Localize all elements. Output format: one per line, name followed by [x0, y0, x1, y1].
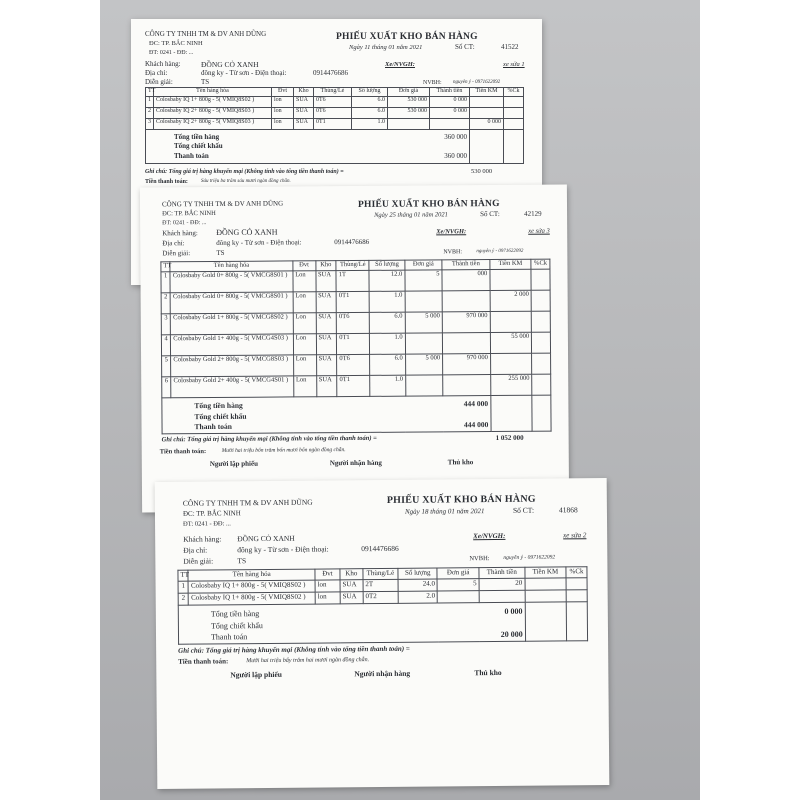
payment-value: 20 000: [500, 629, 523, 640]
company-address: ĐC: TP. BẮC NINH: [162, 209, 216, 218]
row-amount: 20: [479, 578, 525, 590]
col-amount: Thành tiền: [442, 260, 490, 270]
phone-value: 0914476686: [361, 543, 399, 554]
customer-label: Khách hàng:: [145, 60, 181, 68]
company-name: CÔNG TY TNHH TM & DV ANH DŨNG: [145, 30, 267, 38]
col-km: Tiền KM: [470, 88, 504, 97]
row-km: 55 000: [490, 332, 532, 353]
table-row: [161, 290, 550, 314]
total-goods-value: 0 000: [504, 606, 523, 616]
totals-block: [146, 130, 524, 164]
row-store: SUA: [294, 108, 314, 119]
row-ck: [532, 374, 551, 395]
row-case: 1T: [336, 270, 369, 291]
row-price: [438, 591, 480, 603]
col-amount: Thành tiền: [430, 88, 470, 97]
row-amount: [442, 291, 490, 312]
row-km: [470, 108, 504, 119]
row-ck: [566, 578, 587, 590]
company-name: CÔNG TY TNHH TM & DV ANH DŨNG: [182, 497, 313, 508]
row-amount: [430, 119, 470, 130]
col-store: Kho: [315, 261, 336, 271]
row-product: Colosbaby IQ 1+ 800g - 5( VMIQ8S02 ): [154, 97, 272, 108]
promo-note: Ghi chú: Tổng giá trị hàng khuyến mại (Không tính vào tổng tiền thanh toán) =: [161, 434, 377, 444]
voucher-number-label: Số CT:: [480, 209, 500, 219]
row-case: 2T: [363, 579, 398, 591]
document-title: PHIẾU XUẤT KHO BÁN HÀNG: [386, 493, 536, 506]
row-tt: 2: [178, 593, 188, 605]
total-goods-value: 360 000: [444, 133, 467, 141]
col-ck: %Ck: [566, 567, 587, 578]
row-unit: Lon: [293, 313, 316, 334]
invoice-slip-41868: [155, 478, 610, 789]
row-store: SUA: [340, 592, 363, 604]
table-row: [162, 374, 551, 398]
row-ck: [532, 332, 551, 353]
vehicle-label: Xe/NVGH:: [436, 228, 467, 236]
document-title: PHIẾU XUẤT KHO BÁN HÀNG: [336, 32, 478, 42]
row-case: 0T1: [337, 375, 370, 396]
row-product: Colosbaby Gold 0+ 800g - 5( VMCG8S01 ): [170, 271, 293, 293]
row-price: 530 000: [388, 97, 430, 108]
payment-label: Thanh toán: [210, 632, 248, 642]
items-table: [160, 259, 551, 435]
in-words-value: Mười hai triệu bẩy trăm hai mươi ngàn đồng chẵn.: [246, 657, 370, 665]
row-amount: [479, 590, 525, 602]
row-amount: [442, 333, 490, 354]
row-case: 0T1: [336, 291, 369, 312]
nvbh-value: nguyên ý - 0971622092: [476, 248, 524, 255]
col-unit: Đvt: [272, 88, 294, 97]
note-label: Diễn giải:: [162, 249, 191, 258]
total-goods-label: Tổng tiền hàng: [210, 609, 260, 619]
row-qty: 12.0: [369, 270, 404, 291]
total-discount-label: Tổng chiết khấu: [174, 142, 223, 151]
row-case: 0T6: [337, 312, 370, 333]
row-qty: 6.0: [370, 312, 405, 333]
row-tt: 2: [146, 108, 154, 119]
row-price: [388, 119, 430, 130]
row-case: 0T1: [337, 333, 370, 354]
row-tt: 3: [161, 314, 170, 335]
signature-keeper: Thủ kho: [474, 667, 502, 678]
note-label: Diễn giải:: [183, 556, 214, 566]
promo-value: 530 000: [471, 168, 493, 175]
document-title: PHIẾU XUẤT KHO BÁN HÀNG: [357, 198, 500, 210]
row-store: SUA: [315, 271, 336, 292]
row-case: 0T6: [337, 354, 370, 375]
col-name: Tên hàng hóa: [170, 261, 292, 272]
note-label: Diễn giải:: [145, 78, 173, 86]
customer-name: ĐỒNG CỎ XANH: [216, 227, 278, 237]
row-km: [490, 353, 532, 374]
col-qty: Số lượng: [398, 568, 438, 579]
table-header-row: [146, 88, 524, 97]
row-ck: [531, 290, 550, 311]
note-value: TS: [216, 248, 225, 257]
row-unit: Lon: [293, 292, 316, 313]
row-product: Colosbaby IQ 2+ 800g - 5( VMIQ8S03 ): [154, 108, 272, 119]
row-tt: 1: [178, 581, 188, 593]
promo-note: Ghi chú: Tổng giá trị hàng khuyến mại (Không tính vào tổng tiền thanh toán) =: [145, 169, 344, 175]
table-row: [146, 108, 524, 119]
row-store: SUA: [316, 334, 337, 355]
row-qty: 1.0: [370, 291, 405, 312]
phone-value: 0914476686: [334, 237, 370, 247]
total-goods-label: Tổng tiền hàng: [174, 133, 220, 141]
customer-name: ĐỒNG CỎ XANH: [237, 533, 295, 544]
row-price: 5: [437, 579, 479, 591]
total-discount-label: Tổng chiết khấu: [210, 620, 263, 631]
row-amount: [443, 375, 491, 396]
nvbh-value: nguyên ý - 0971622092: [453, 80, 501, 85]
row-price: [405, 291, 442, 312]
table-row: [161, 332, 550, 356]
row-product: Colosbaby Gold 2+ 800g - 5( VMCG8S03 ): [171, 355, 294, 377]
address-value: đông ky - Từ sơn - Điện thoại:: [237, 544, 329, 555]
col-unit: Đvt: [293, 261, 316, 271]
payment-label: Thanh toán: [174, 151, 209, 160]
row-tt: 3: [146, 119, 154, 130]
row-qty: 24.0: [398, 579, 438, 591]
row-tt: 1: [161, 272, 170, 293]
row-ck: [531, 311, 550, 332]
col-km: Tiền KM: [490, 259, 532, 269]
row-unit: Lon: [293, 355, 316, 376]
row-unit: lon: [272, 119, 294, 130]
table-row: [146, 97, 524, 108]
col-tt: TT: [178, 570, 188, 581]
row-qty: 2.0: [398, 591, 438, 603]
row-ck: [504, 108, 524, 119]
in-words-label: Tiền thanh toán:: [178, 657, 229, 666]
phone-value: 0914476686: [313, 69, 348, 77]
voucher-number-label: Số CT:: [512, 505, 535, 515]
table-row: [162, 353, 551, 377]
customer-label: Khách hàng:: [183, 534, 222, 544]
signature-receiver: Người nhận hàng: [329, 458, 382, 468]
row-ck: [566, 590, 587, 602]
row-qty: 1.0: [370, 333, 405, 354]
row-unit: lon: [315, 580, 340, 592]
invoice-slip-42129: [140, 185, 569, 513]
row-unit: lon: [272, 108, 294, 119]
row-unit: lon: [315, 592, 340, 604]
row-store: SUA: [294, 119, 314, 130]
customer-label: Khách hàng:: [162, 229, 198, 238]
col-amount: Thành tiền: [479, 567, 525, 578]
row-store: SUA: [316, 292, 337, 313]
signature-receiver: Người nhận hàng: [354, 668, 411, 679]
col-store: Kho: [294, 88, 314, 97]
signature-creator: Người lập phiếu: [209, 459, 258, 469]
in-words-label: Tiền thanh toán:: [145, 179, 188, 185]
row-tt: 4: [161, 335, 170, 356]
address-label: Địa chỉ:: [145, 69, 168, 77]
row-case: 0T2: [363, 591, 398, 603]
col-case: Thùng/Lẻ: [363, 568, 398, 579]
row-ck: [504, 119, 524, 130]
row-km: 255 000: [490, 374, 532, 395]
row-unit: lon: [272, 97, 294, 108]
vehicle-label: Xe/NVGH:: [385, 61, 415, 68]
voucher-number: 41522: [501, 43, 519, 51]
row-price: [405, 375, 442, 396]
row-product: Colosbaby IQ 2+ 800g - 5( VMIQ8S03 ): [154, 119, 272, 130]
address-value: đông ky - Từ sơn - Điện thoại:: [216, 238, 302, 247]
row-qty: 6.0: [352, 108, 388, 119]
row-tt: 5: [162, 356, 171, 377]
voucher-number-label: Số CT:: [455, 43, 475, 51]
row-case: 0T1: [314, 119, 352, 130]
row-case: 0T6: [314, 97, 352, 108]
vehicle-value: xe sửa 3: [528, 227, 550, 235]
col-unit: Đvt: [315, 569, 340, 580]
in-words-value: Mười hai triệu bốn trăm bốn mươi bốn ngàn đồng chẵn.: [221, 447, 346, 454]
company-phone: ĐT: 0241 - ĐĐ: ...: [149, 50, 194, 56]
col-price: Đơn giá: [437, 568, 479, 579]
row-qty: 1.0: [370, 375, 405, 396]
nvbh-label: NVBH:: [423, 80, 442, 86]
row-unit: Lon: [293, 334, 316, 355]
vehicle-label: Xe/NVGH:: [473, 531, 506, 541]
in-words-label: Tiền thanh toán:: [159, 448, 207, 456]
row-store: SUA: [294, 97, 314, 108]
col-ck: %Ck: [531, 259, 550, 269]
col-case: Thùng/Lẻ: [336, 260, 369, 270]
document-date: Ngày 18 tháng 01 năm 2021: [404, 507, 485, 516]
signature-keeper: Thủ kho: [447, 458, 474, 467]
row-product: Colosbaby IQ 1+ 800g - 5( VMIQ8S02 ): [188, 580, 315, 593]
total-goods-value: 444 000: [463, 399, 489, 409]
row-product: Colosbaby Gold 1+ 400g - 5( VMCG4S03 ): [171, 334, 294, 356]
row-ck: [532, 353, 551, 374]
row-price: [405, 333, 442, 354]
totals-block: [178, 602, 587, 644]
row-ck: [531, 269, 550, 290]
vehicle-value: xe sửa 1: [503, 61, 525, 68]
row-km: 2 000: [490, 290, 532, 311]
row-tt: 1: [146, 97, 154, 108]
promo-value: 1 052 000: [495, 433, 524, 443]
promo-note: Ghi chú: Tổng giá trị hàng khuyến mại (Không tính vào tổng tiền thanh toán) =: [178, 644, 410, 655]
signature-creator: Người lập phiếu: [230, 669, 282, 680]
items-table: [145, 87, 524, 164]
total-goods-label: Tổng tiền hàng: [194, 400, 243, 411]
row-km: [525, 590, 567, 602]
document-date: Ngày 11 tháng 01 năm 2021: [349, 44, 423, 51]
row-km: [490, 311, 532, 332]
total-discount-label: Tổng chiết khấu: [194, 411, 247, 421]
vehicle-value: xe sửa 2: [563, 531, 587, 540]
row-store: SUA: [316, 355, 337, 376]
row-price: 530 000: [388, 108, 430, 119]
row-product: Colosbaby Gold 1+ 800g - 5( VMCG8S02 ): [171, 313, 294, 335]
col-ck: %Ck: [504, 88, 524, 97]
row-qty: 6.0: [370, 354, 405, 375]
address-value: đông ky - Từ sơn - Điện thoại:: [201, 69, 287, 77]
totals-block: [162, 395, 551, 434]
voucher-number: 42129: [524, 209, 542, 218]
table-row: [146, 119, 524, 130]
row-store: SUA: [340, 580, 363, 592]
note-value: TS: [237, 556, 247, 566]
note-value: TS: [201, 78, 210, 86]
col-name: Tên hàng hóa: [154, 88, 272, 97]
payment-value: 360 000: [444, 151, 467, 160]
company-phone: ĐT: 0241 - ĐĐ: ...: [162, 220, 207, 227]
col-store: Kho: [340, 569, 363, 580]
company-address: ĐC: TP. BẮC NINH: [149, 40, 203, 47]
col-tt: TT: [146, 88, 154, 97]
col-price: Đơn giá: [388, 88, 430, 97]
col-name: Tên hàng hóa: [188, 569, 315, 581]
row-km: [490, 269, 532, 290]
payment-value: 444 000: [463, 420, 489, 430]
row-ck: [504, 97, 524, 108]
row-qty: 6.0: [352, 97, 388, 108]
payment-label: Thanh toán: [194, 421, 232, 432]
company-name: CÔNG TY TNHH TM & DV ANH DŨNG: [161, 199, 284, 209]
col-km: Tiền KM: [525, 567, 567, 578]
nvbh-value: nguyên ý - 0971622092: [503, 554, 556, 561]
company-phone: ĐT: 0241 - ĐĐ: ...: [183, 520, 231, 528]
row-qty: 1.0: [352, 119, 388, 130]
row-tt: 6: [162, 377, 171, 398]
row-product: Colosbaby IQ 1+ 800g - 5( VMIQ8S02 ): [189, 592, 316, 605]
voucher-number: 41868: [558, 505, 578, 515]
row-unit: Lon: [293, 271, 316, 292]
row-unit: Lon: [293, 376, 316, 397]
row-amount: 000: [442, 270, 490, 291]
row-tt: 2: [161, 293, 170, 314]
address-label: Địa chỉ:: [183, 545, 208, 555]
row-amount: 0 000: [430, 97, 470, 108]
row-amount: 0 000: [430, 108, 470, 119]
row-price: 5: [405, 270, 442, 291]
table-row: [161, 311, 550, 335]
row-product: Colosbaby Gold 0+ 800g - 5( VMCG8S01 ): [170, 292, 293, 314]
col-price: Đơn giá: [405, 260, 442, 270]
address-label: Địa chỉ:: [162, 239, 185, 248]
row-product: Colosbaby Gold 2+ 400g - 5( VMCG4S01 ): [171, 376, 294, 398]
nvbh-label: NVBH:: [469, 555, 490, 563]
row-amount: 970 000: [442, 312, 490, 333]
col-qty: Số lượng: [369, 260, 404, 270]
row-amount: 970 000: [443, 354, 491, 375]
company-address: ĐC: TP. BẮC NINH: [182, 509, 241, 518]
row-km: 0 000: [470, 119, 504, 130]
customer-name: ĐỒNG CỎ XANH: [201, 60, 259, 69]
row-store: SUA: [316, 376, 337, 397]
row-km: [525, 578, 567, 590]
col-case: Thùng/Lẻ: [314, 88, 352, 97]
row-case: 0T6: [314, 108, 352, 119]
document-date: Ngày 25 tháng 01 năm 2021: [374, 211, 448, 219]
row-price: 5 000: [405, 354, 442, 375]
row-price: 5 000: [405, 312, 442, 333]
row-km: [470, 97, 504, 108]
col-tt: TT: [161, 262, 170, 272]
nvbh-label: NVBH:: [443, 249, 463, 256]
table-row: [161, 269, 550, 293]
items-table: [177, 566, 588, 644]
in-words-value: Sáu triệu ba trăm sáu mươi ngàn đồng chẵn.: [201, 179, 291, 184]
row-store: SUA: [316, 313, 337, 334]
col-qty: Số lượng: [352, 88, 388, 97]
